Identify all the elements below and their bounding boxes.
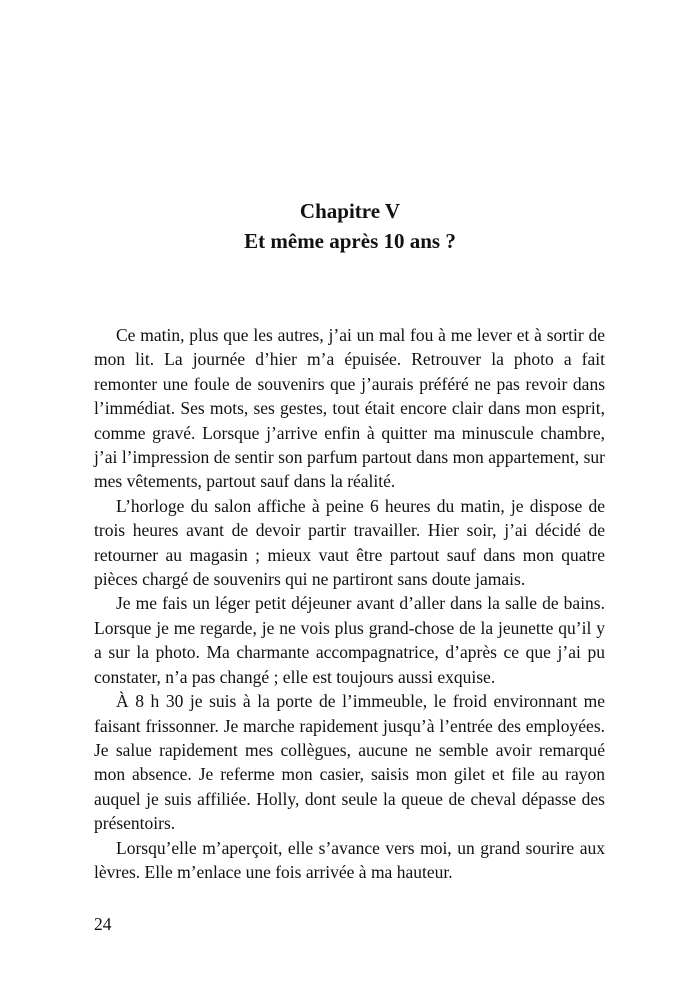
paragraph: À 8 h 30 je suis à la porte de l’immeuble, le froid environnant me faisant frissonner. Je marche rapidement jusqu’à l’entrée des employées. Je salue rapidement mes collègues, aucune ne semble avoir remarqué mon absence. Je referme mon casier, saisis mon gilet et file au rayon auquel je suis affiliée. Holly, dont seule la queue de cheval dépasse des présentoirs. (94, 691, 605, 834)
chapter-title: Et même après 10 ans ? (244, 229, 456, 253)
chapter-number: Chapitre V (299, 199, 401, 223)
page-number: 24 (94, 914, 112, 934)
paragraph: Ce matin, plus que les autres, j’ai un mal fou à me lever et à sortir de mon lit. La journée d’hier m’a épuisée. Retrouver la photo a fait remonter une foule de souvenirs que j’aurais préféré ne pas revoir dans l’immédiat. Ses mots, ses gestes, tout était encore clair dans mon esprit, comme gravé. Lorsque j’arrive enfin à quitter ma minuscule chambre, j’ai l’impression de sentir son parfum partout dans mon appartement, sur mes vêtements, partout sauf dans la réalité. (94, 325, 605, 492)
chapter-body (94, 323, 605, 884)
paragraph: L’horloge du salon affiche à peine 6 heures du matin, je dispose de trois heures avant de devoir partir travailler. Hier soir, j’ai décidé de retourner au magasin ; mieux vaut être partout sauf dans mon quatre pièces chargé de souvenirs qui ne partiront sans doute jamais. (94, 495, 605, 590)
paragraph: Je me fais un léger petit déjeuner avant d’aller dans la salle de bains. Lorsque je me regarde, je ne vois plus grand-chose de la jeunette qu’il y a sur la photo. Ma charmante accompagnatrice, d’après ce que j’ai pu constater, n’a pas changé ; elle est toujours aussi exquise. (94, 593, 605, 687)
paragraph: Lorsqu’elle m’aperçoit, elle s’avance vers moi, un grand sourire aux lèvres. Elle m’enlace une fois arrivée à ma hauteur. (94, 837, 605, 882)
